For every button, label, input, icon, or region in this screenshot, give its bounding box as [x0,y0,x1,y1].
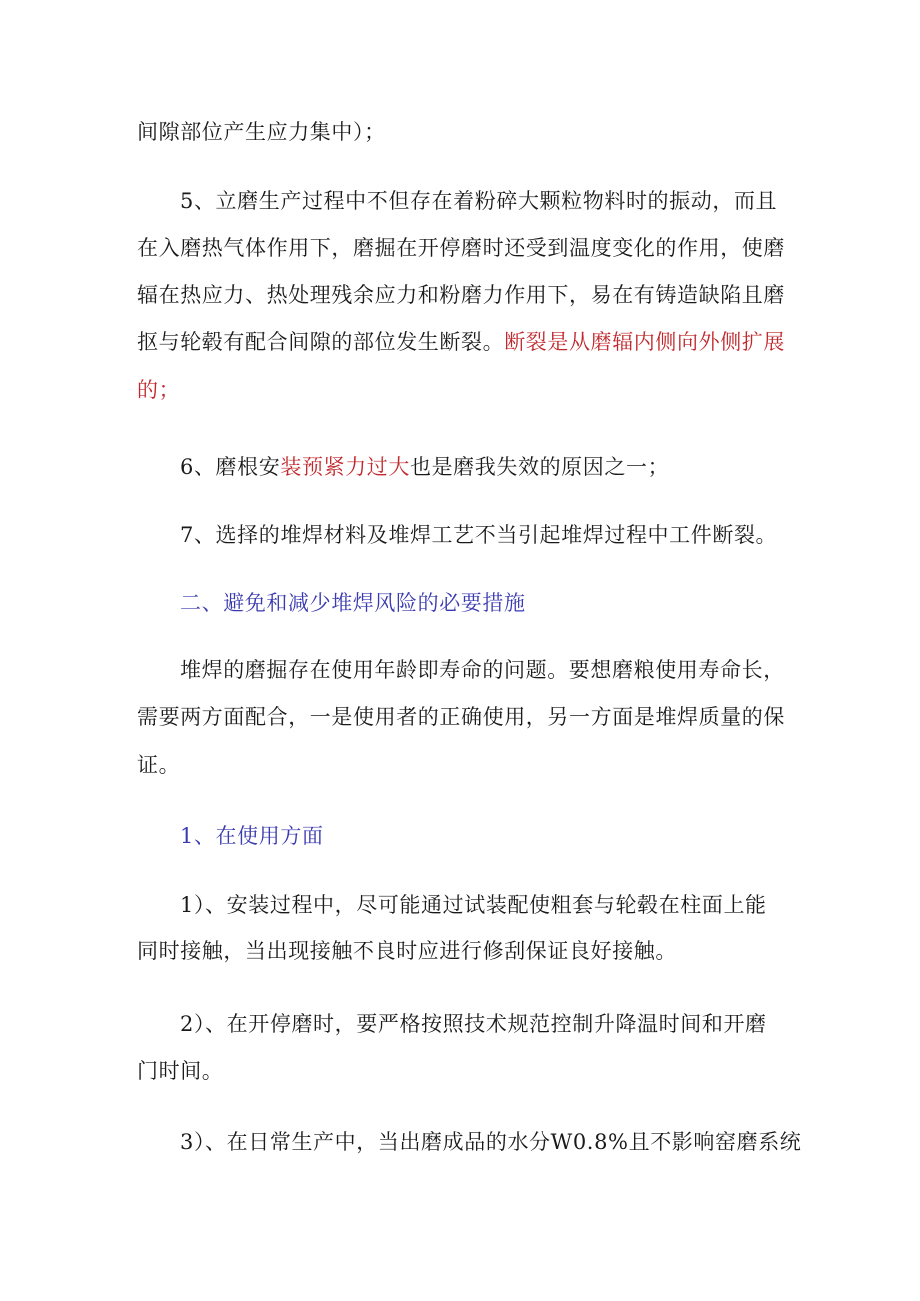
item-6-line [180,453,669,481]
item-5-line-4-text: 抠与轮毂有配合间隙的部位发生断裂。 [137,330,505,354]
section-heading-2: 二、避免和减少堆焊风险的必要措施 [180,591,526,615]
usage-item-1-line-2: 同时接触，当出现接触不良时应进行修刮保证良好接触。 [137,939,677,963]
usage-item-3-line-1: 3）、在日常生产中，当出磨成品的水分W0.8%且不影响窑磨系统 [180,1130,802,1154]
weld-paragraph-line-1: 堆焊的磨掘存在使用年龄即寿命的问题。要想磨粮使用寿命长， [180,658,785,682]
usage-item-2-line-2: 门时间。 [137,1059,224,1083]
item-5-line-1: 5、立磨生产过程中不但存在着粉碎大颗粒物料时的振动，而且 [180,189,778,213]
item-6-text-pre: 6、磨根安 [180,455,281,479]
usage-item-1-line-1: 1）、安装过程中，尽可能通过试装配使粗套与轮毂在柱面上能 [180,893,767,917]
subheading-usage: 1、在使用方面 [180,824,324,848]
weld-paragraph-line-2: 需要两方面配合，一是使用者的正确使用，另一方面是堆焊质量的保 [137,705,785,729]
item-5-red-highlight: 断裂是从磨辐内侧向外侧扩展 [504,330,786,354]
item-5-line-5: 的； [137,378,181,402]
weld-paragraph-line-3: 证。 [137,753,181,777]
item-5-line-4 [137,328,785,356]
item-5-line-2: 在入磨热气体作用下，磨掘在开停磨时还受到温度变化的作用，使磨 [137,236,785,260]
item-7-line: 7、选择的堆焊材料及堆焊工艺不当引起堆焊过程中工件断裂。 [180,523,778,547]
item-6-text-post: 也是磨我失效的原因之一； [409,455,670,479]
item-6-red-highlight: 装预紧力过大 [280,455,410,479]
paragraph-line: 间隙部位产生应力集中）； [137,120,386,144]
item-5-line-3: 辐在热应力、热处理残余应力和粉磨力作用下，易在有铸造缺陷且磨 [137,283,785,307]
usage-item-2-line-1: 2）、在开停磨时，要严格按照技术规范控制升降温时间和开磨 [180,1012,767,1036]
